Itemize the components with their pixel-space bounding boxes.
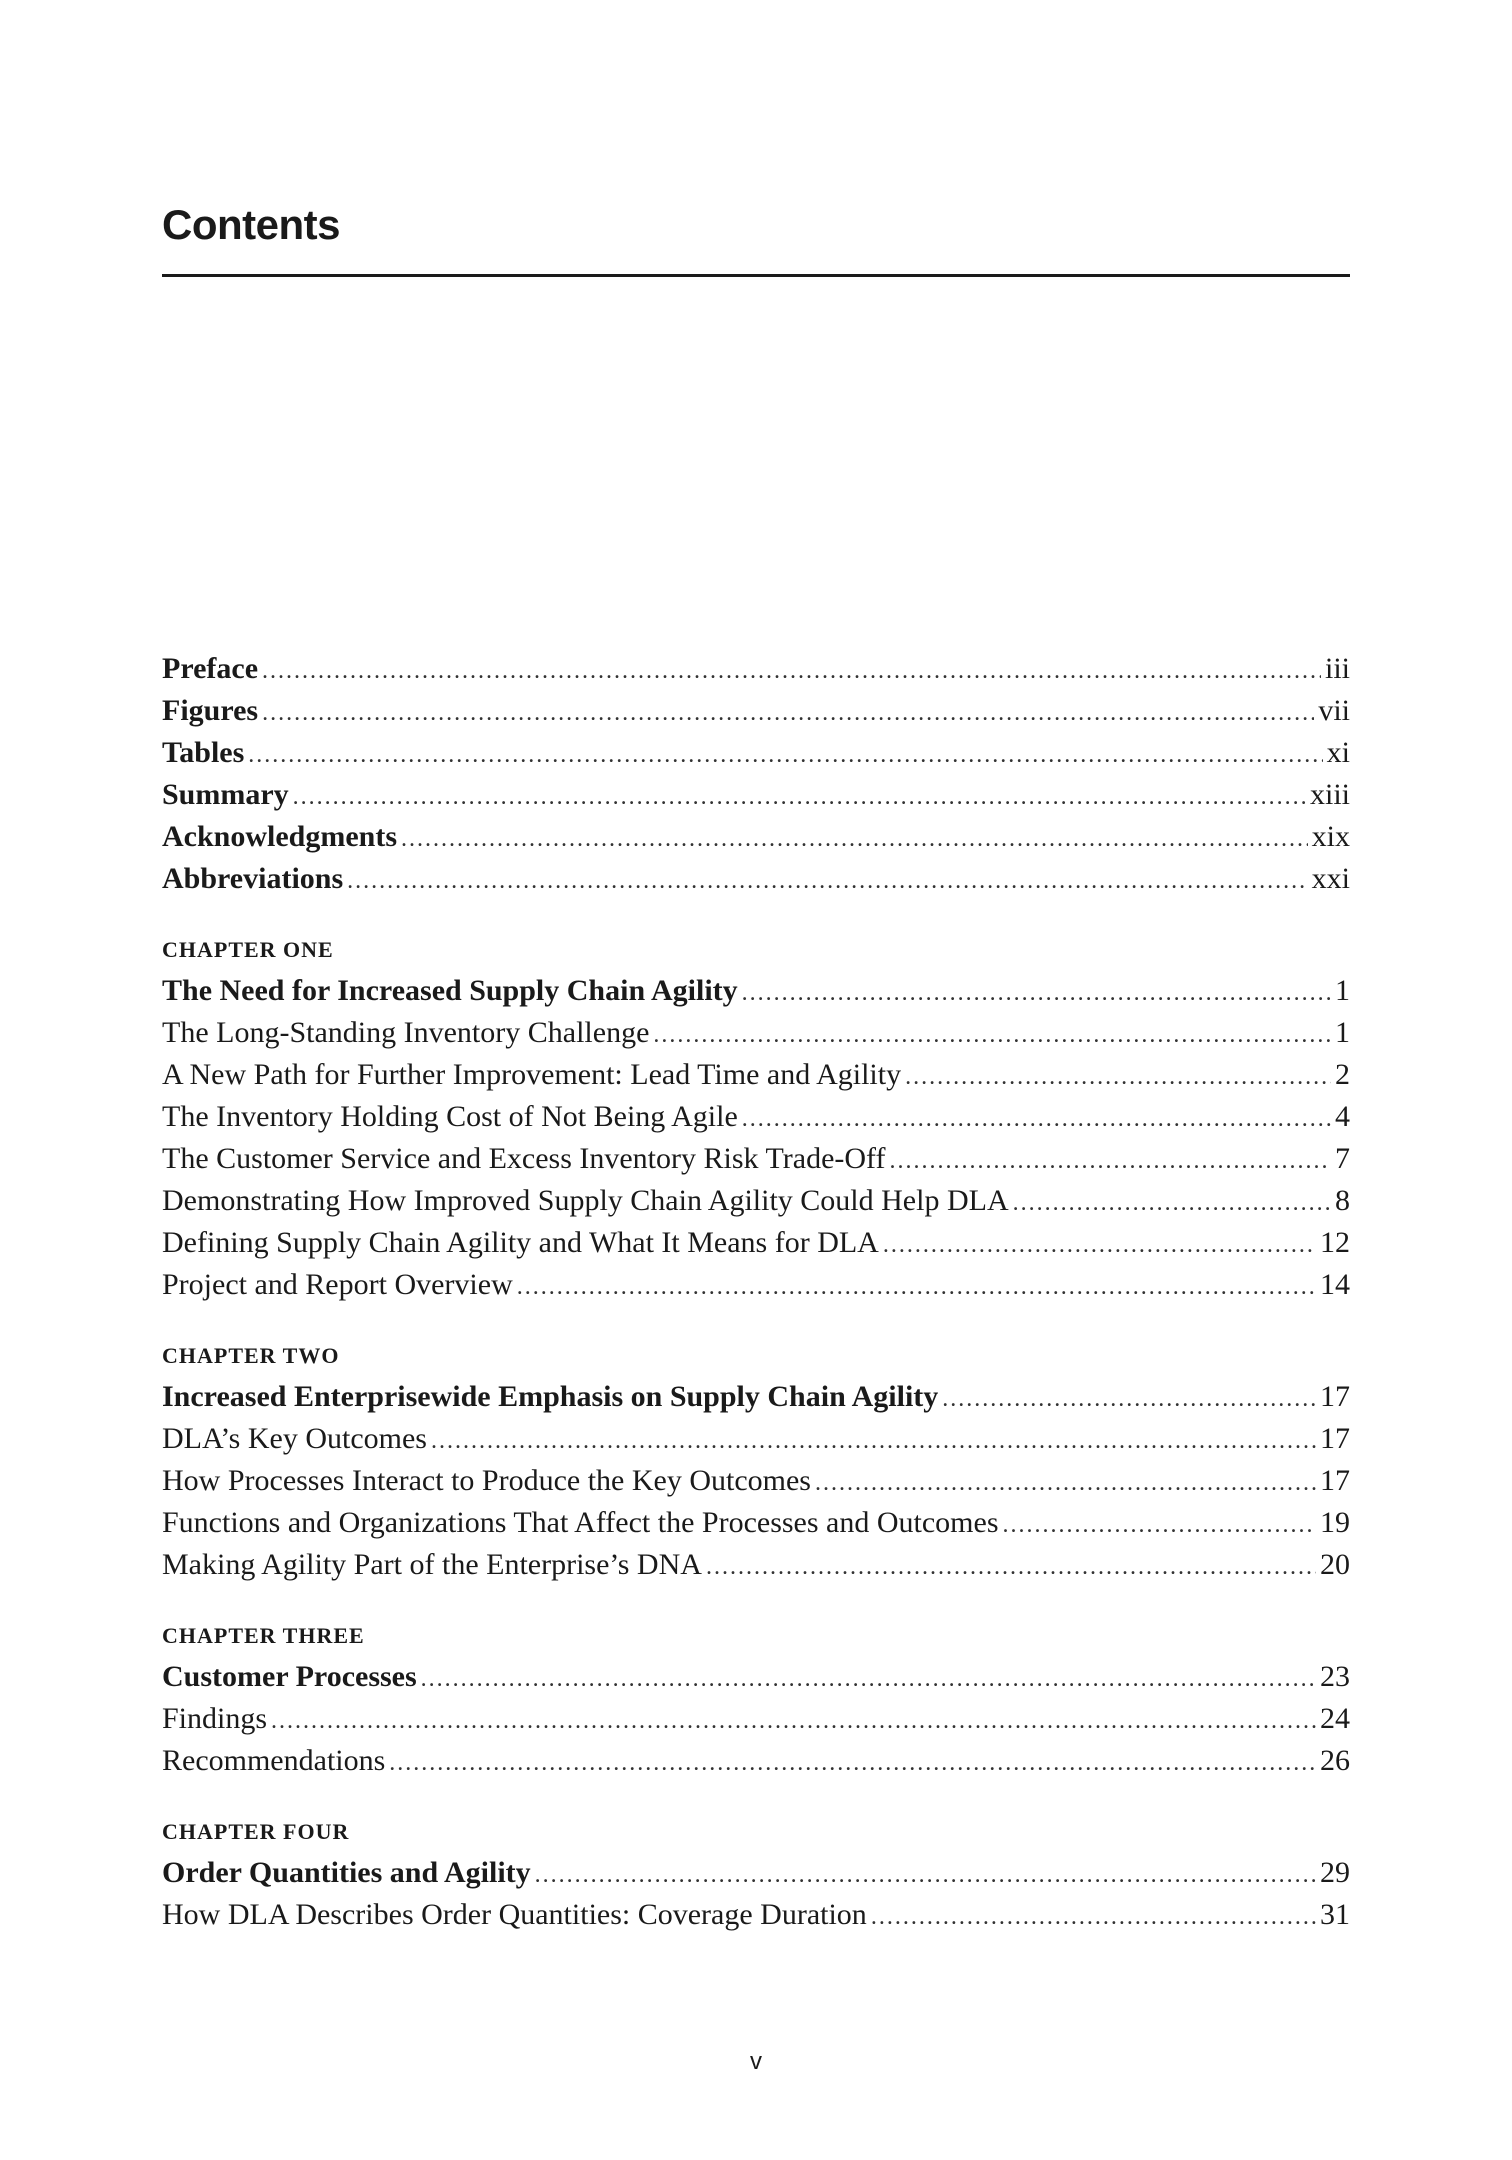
dot-leader: [889, 1140, 1331, 1182]
toc-entry-section[interactable]: [162, 1222, 1350, 1264]
toc-entry-label: Figures: [162, 694, 259, 727]
toc-entry-page: 17: [1320, 1380, 1350, 1413]
toc-entry-page: 8: [1335, 1184, 1350, 1217]
toc-entry-label: Tables: [162, 736, 245, 769]
toc-entry-page: xxi: [1311, 862, 1350, 895]
toc-entry-section[interactable]: [162, 1460, 1350, 1502]
toc-entry-page: 19: [1320, 1506, 1350, 1539]
toc-entry-page: 17: [1320, 1464, 1350, 1497]
dot-leader: [883, 1224, 1316, 1266]
table-of-contents: [162, 648, 1350, 1936]
toc-entry-figures[interactable]: [162, 690, 1350, 732]
toc-entry-section[interactable]: [162, 1264, 1350, 1306]
toc-entry-page: 1: [1335, 1016, 1350, 1049]
toc-entry-label: Customer Processes: [162, 1660, 417, 1693]
toc-entry-label: Recommendations: [162, 1744, 386, 1777]
toc-entry-page: 29: [1320, 1856, 1350, 1889]
toc-entry-page: 23: [1320, 1660, 1350, 1693]
chapter-two-group: [162, 1338, 1350, 1586]
toc-entry-label: Abbreviations: [162, 862, 344, 895]
toc-entry-label: Making Agility Part of the Enterprise’s DNA: [162, 1548, 702, 1581]
toc-entry-label: The Inventory Holding Cost of Not Being Agile: [162, 1100, 738, 1133]
dot-leader: [389, 1742, 1316, 1784]
toc-entry-page: 1: [1335, 974, 1350, 1007]
dot-leader: [262, 692, 1314, 734]
page-number: v: [750, 2048, 762, 2075]
dot-leader: [942, 1378, 1316, 1420]
dot-leader: [293, 776, 1306, 818]
toc-entry-label: Summary: [162, 778, 289, 811]
toc-entry-chapter-title[interactable]: [162, 1376, 1350, 1418]
toc-entry-chapter-title[interactable]: [162, 970, 1350, 1012]
dot-leader: [706, 1546, 1316, 1588]
chapter-three-group: [162, 1618, 1350, 1782]
dot-leader: [742, 972, 1331, 1014]
dot-leader: [815, 1462, 1316, 1504]
toc-entry-label: Findings: [162, 1702, 268, 1735]
toc-entry-section[interactable]: [162, 1894, 1350, 1936]
toc-entry-label: Order Quantities and Agility: [162, 1856, 531, 1889]
toc-entry-page: 26: [1320, 1744, 1350, 1777]
toc-entry-page: xiii: [1309, 778, 1350, 811]
dot-leader: [248, 734, 1322, 776]
toc-entry-label: Acknowledgments: [162, 820, 398, 853]
dot-leader: [517, 1266, 1316, 1308]
page-title: Contents: [162, 201, 340, 248]
toc-entry-label: Defining Supply Chain Agility and What It Means for DLA: [162, 1226, 879, 1259]
toc-entry-page: 31: [1320, 1898, 1350, 1931]
toc-entry-label: DLA’s Key Outcomes: [162, 1422, 427, 1455]
toc-entry-section[interactable]: [162, 1180, 1350, 1222]
heading-rule: [162, 274, 1350, 277]
dot-leader: [871, 1896, 1316, 1938]
dot-leader: [1013, 1182, 1331, 1224]
dot-leader: [421, 1658, 1316, 1700]
toc-entry-page: 4: [1335, 1100, 1350, 1133]
dot-leader: [535, 1854, 1316, 1896]
toc-entry-label: The Long-Standing Inventory Challenge: [162, 1016, 650, 1049]
toc-entry-page: 2: [1335, 1058, 1350, 1091]
chapter-one-group: [162, 932, 1350, 1306]
dot-leader: [271, 1700, 1316, 1742]
toc-entry-label: Demonstrating How Improved Supply Chain Agility Could Help DLA: [162, 1184, 1009, 1217]
toc-entry-section[interactable]: [162, 1544, 1350, 1586]
toc-entry-page: 24: [1320, 1702, 1350, 1735]
toc-entry-section[interactable]: [162, 1698, 1350, 1740]
toc-entry-abbreviations[interactable]: [162, 858, 1350, 900]
chapter-label: CHAPTER TWO: [162, 1343, 340, 1368]
toc-entry-label: Preface: [162, 652, 259, 685]
toc-entry-summary[interactable]: [162, 774, 1350, 816]
toc-entry-label: Functions and Organizations That Affect the Processes and Outcomes: [162, 1506, 999, 1539]
toc-entry-section[interactable]: [162, 1054, 1350, 1096]
toc-entry-section[interactable]: [162, 1138, 1350, 1180]
dot-leader: [347, 860, 1308, 902]
dot-leader: [742, 1098, 1331, 1140]
chapter-label: CHAPTER THREE: [162, 1623, 365, 1648]
toc-entry-page: xix: [1311, 820, 1350, 853]
toc-entry-label: How Processes Interact to Produce the Key Outcomes: [162, 1464, 811, 1497]
toc-entry-page: 20: [1320, 1548, 1350, 1581]
toc-entry-label: A New Path for Further Improvement: Lead Time and Agility: [162, 1058, 902, 1091]
toc-entry-label: The Need for Increased Supply Chain Agility: [162, 974, 738, 1007]
toc-entry-page: 12: [1320, 1226, 1350, 1259]
dot-leader: [1003, 1504, 1317, 1546]
chapter-four-group: [162, 1814, 1350, 1936]
toc-entry-section[interactable]: [162, 1012, 1350, 1054]
toc-entry-page: vii: [1318, 694, 1350, 727]
toc-entry-page: xi: [1326, 736, 1350, 769]
toc-entry-label: Project and Report Overview: [162, 1268, 513, 1301]
toc-entry-label: The Customer Service and Excess Inventory Risk Trade-Off: [162, 1142, 886, 1175]
toc-entry-section[interactable]: [162, 1096, 1350, 1138]
toc-entry-label: Increased Enterprisewide Emphasis on Supply Chain Agility: [162, 1380, 939, 1413]
toc-entry-page: iii: [1324, 652, 1350, 685]
toc-entry-page: 17: [1320, 1422, 1350, 1455]
dot-leader: [905, 1056, 1331, 1098]
toc-entry-chapter-title[interactable]: [162, 1852, 1350, 1894]
toc-entry-section[interactable]: [162, 1502, 1350, 1544]
toc-entry-page: 7: [1335, 1142, 1350, 1175]
toc-entry-acknowledgments[interactable]: [162, 816, 1350, 858]
toc-entry-section[interactable]: [162, 1740, 1350, 1782]
chapter-label: CHAPTER FOUR: [162, 1819, 350, 1844]
toc-entry-section[interactable]: [162, 1418, 1350, 1460]
dot-leader: [653, 1014, 1331, 1056]
dot-leader: [431, 1420, 1316, 1462]
toc-entry-label: How DLA Describes Order Quantities: Coverage Duration: [162, 1898, 867, 1931]
dot-leader: [262, 650, 1321, 692]
toc-entry-preface[interactable]: [162, 648, 1350, 690]
chapter-label: CHAPTER ONE: [162, 937, 334, 962]
toc-entry-tables[interactable]: [162, 732, 1350, 774]
toc-entry-page: 14: [1320, 1268, 1350, 1301]
toc-entry-chapter-title[interactable]: [162, 1656, 1350, 1698]
dot-leader: [401, 818, 1308, 860]
